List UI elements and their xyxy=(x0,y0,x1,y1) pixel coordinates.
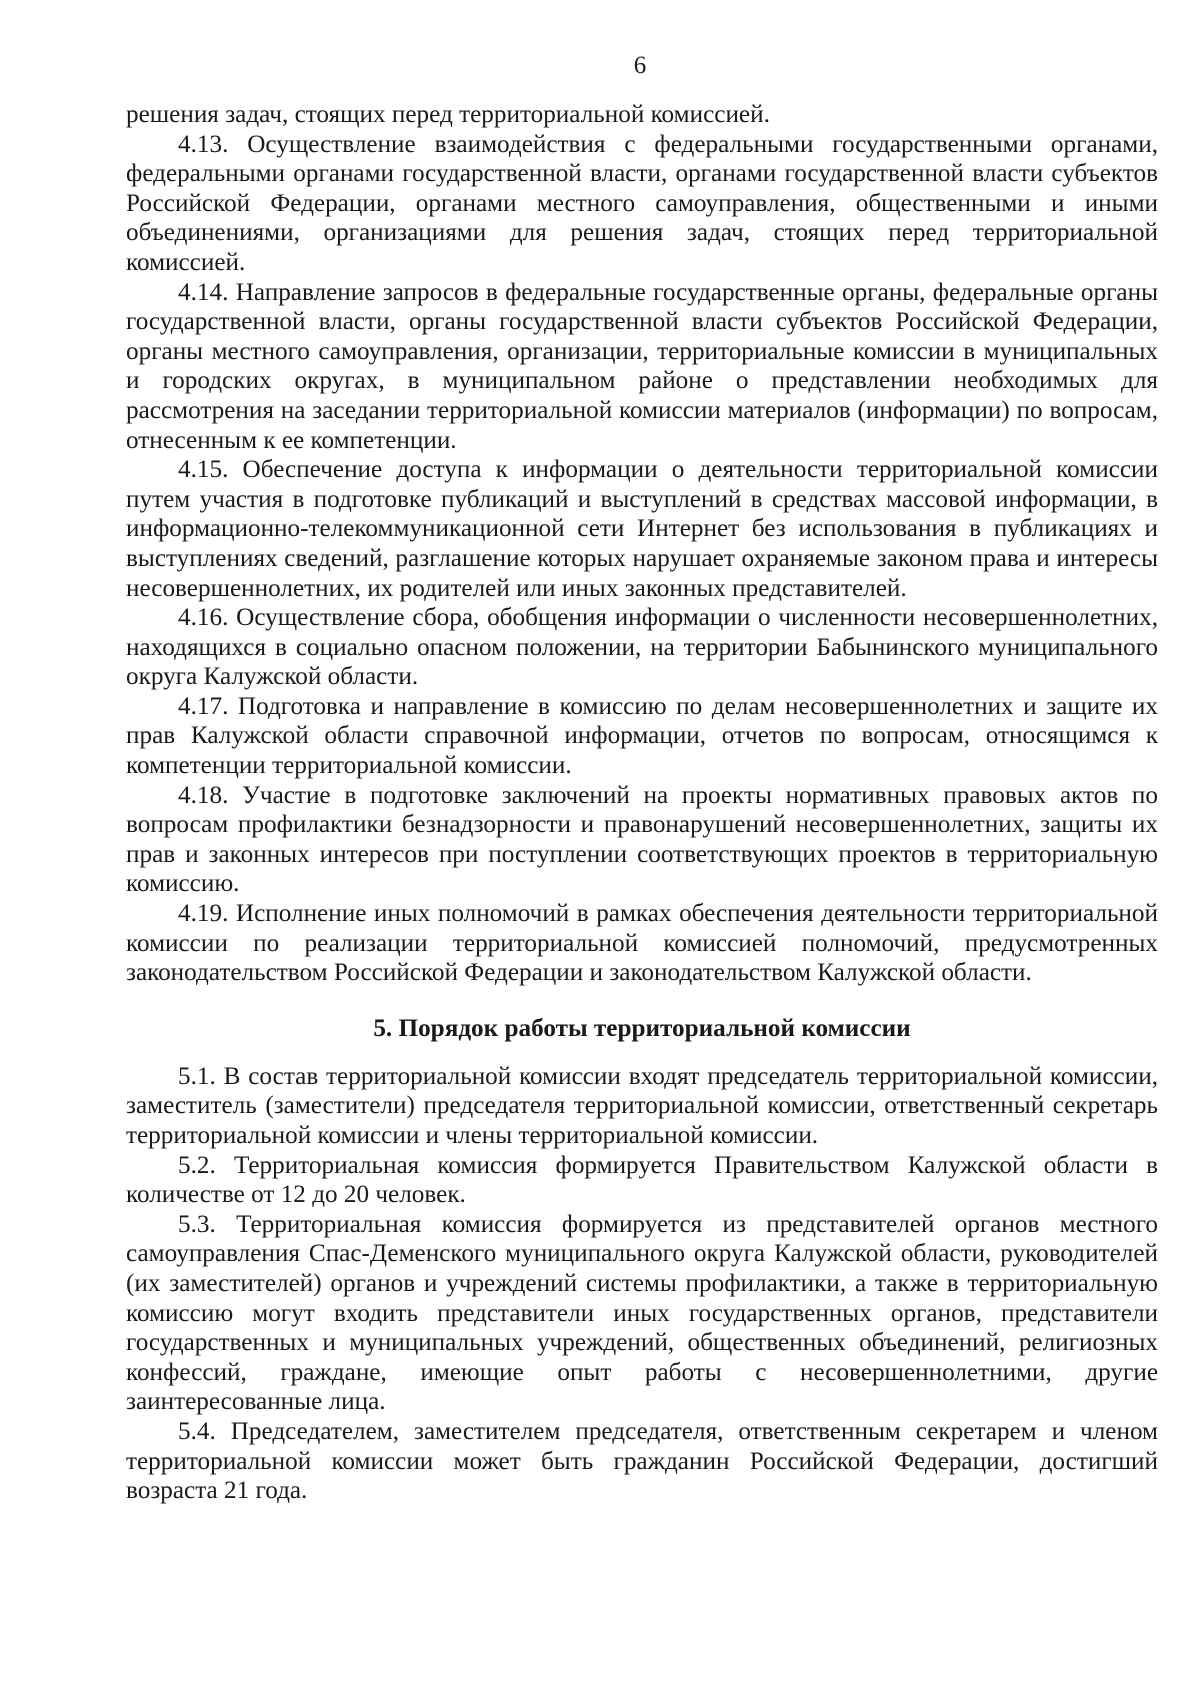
paragraph-4-19: 4.19. Исполнение иных полномочий в рамках обеспечения деятельности территориальной комиссии по реализации территориальной комиссией полномочий, предусмотренных законодательством Российской Федерации и законодательством Калужской области. xyxy=(126,900,1158,987)
paragraph-4-16: 4.16. Осуществление сбора, обобщения информации о численности несовершеннолетних, находящихся в социально опасном положении, на территории Бабынинского муниципального округа Калужской области. xyxy=(126,604,1158,691)
paragraph-4-14: 4.14. Направление запросов в федеральные государственные органы, федеральные органы государственной власти, органы государственной власти субъектов Российской Федерации, органы местного самоуправления, организации, территориальные комиссии в муниципальных и городских округах, в муниципальном районе о представлении необходимых для рассмотрения на заседании территориальной комиссии материалов (информации) по вопросам, отнесенным к ее компетенции. xyxy=(126,278,1158,454)
paragraph-4-15: 4.15. Обеспечение доступа к информации о деятельности территориальной комиссии путем участия в подготовке публикаций и выступлений в средствах массовой информации, в информационно-телекоммуникационной сети Интернет без использования в публикациях и выступлениях сведений, разглашение которых нарушает охраняемые законом права и интересы несовершеннолетних, их родителей или иных законных представителей. xyxy=(126,456,1158,602)
paragraph-4-17: 4.17. Подготовка и направление в комиссию по делам несовершеннолетних и защите их прав Калужской области справочной информации, отчетов по вопросам, относящимся к компетенции территориальной комиссии. xyxy=(126,692,1158,780)
paragraph-5-1: 5.1. В состав территориальной комиссии входят председатель территориальной комиссии, заместитель (заместители) председателя территориальной комиссии, ответственный секретарь территориальной комиссии и члены территориальной комиссии. xyxy=(126,1062,1158,1149)
continuation-paragraph: решения задач, стоящих перед территориальной комиссией. xyxy=(126,101,770,128)
section-5-heading: 5. Порядок работы территориальной комиссии xyxy=(373,1014,911,1042)
paragraph-5-3: 5.3. Территориальная комиссия формируется из представителей органов местного самоуправления Спас-Деменского муниципального округа Калужской области, руководителей (их заместителей) органов и учреждений системы профилактики, а также в территориальную комиссию могут входить представители иных государственных органов, представители государственных и муниципальных учреждений, общественных объединений, религиозных конфессий, граждане, имеющие опыт работы с несовершеннолетними, другие заинтересованные лица. xyxy=(126,1210,1158,1416)
document-body xyxy=(126,100,1158,1506)
page-number: 6 xyxy=(633,52,647,79)
paragraph-5-4: 5.4. Председателем, заместителем председателя, ответственным секретарем и членом территориальной комиссии может быть гражданин Российской Федерации, достигший возраста 21 года. xyxy=(126,1417,1158,1505)
paragraph-4-18: 4.18. Участие в подготовке заключений на проекты нормативных правовых актов по вопросам профилактики безнадзорности и правонарушений несовершеннолетних, защиты их прав и законных интересов при поступлении соответствующих проектов в территориальную комиссию. xyxy=(126,781,1158,898)
paragraph-5-2: 5.2. Территориальная комиссия формируется Правительством Калужской области в количестве от 12 до 20 человек. xyxy=(126,1151,1158,1209)
paragraph-4-13: 4.13. Осуществление взаимодействия с федеральными государственными органами, федеральными органами государственной власти, органами государственной власти субъектов Российской Федерации, органами местного самоуправления, общественными и иными объединениями, организациями для решения задач, стоящих перед территориальной комиссией. xyxy=(126,130,1158,276)
